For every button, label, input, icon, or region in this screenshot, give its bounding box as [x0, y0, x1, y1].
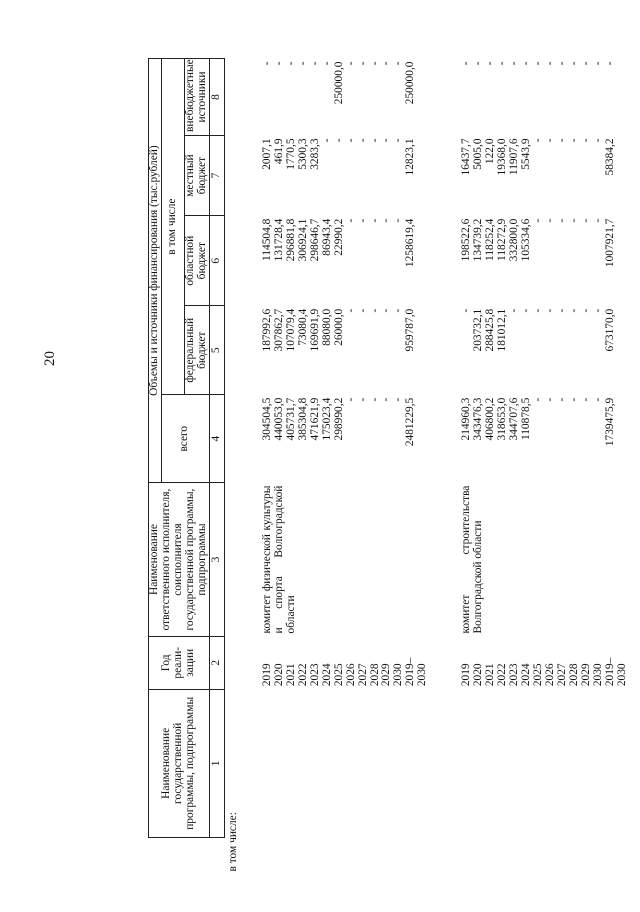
year-cell: 2021 [484, 663, 497, 687]
header-including: в том числе [161, 59, 184, 395]
year-cell: 2019–2030 [404, 657, 429, 687]
federal-cell: 181012,1 [496, 308, 509, 352]
total-cell: - [344, 397, 357, 402]
year-cell: 2024 [320, 663, 333, 687]
extrabudget-cell: 250000,0 [404, 61, 417, 105]
header-year: Год реали-зации [149, 636, 210, 689]
header-number: 8 [209, 59, 224, 136]
extrabudget-cell: - [272, 61, 285, 66]
program-cell [346, 689, 358, 837]
program-cell [443, 689, 473, 837]
table-row [545, 59, 557, 838]
table-row [593, 59, 605, 838]
table-row [581, 59, 593, 838]
extrabudget-cell: - [484, 61, 497, 66]
total-cell: - [580, 397, 593, 402]
year-cell: 2020 [472, 663, 485, 687]
total-cell: 298990,2 [332, 397, 345, 441]
local-cell: - [556, 138, 569, 143]
subtitle-row [224, 59, 243, 838]
executor-cell: комитет физической культуры и спорта Волгоградской области [260, 485, 297, 634]
extrabudget-cell: - [508, 61, 521, 66]
local-cell: 5005,0 [472, 138, 485, 170]
table-row [346, 59, 358, 838]
extrabudget-cell: - [580, 61, 593, 66]
regional-cell: - [568, 218, 581, 223]
program-cell [274, 689, 286, 837]
year-cell: 2027 [556, 663, 569, 687]
total-cell: 406800,2 [484, 397, 497, 441]
local-cell: - [380, 138, 393, 143]
federal-cell: 203732,1 [472, 308, 485, 352]
local-cell: 3283,3 [308, 138, 321, 170]
federal-cell: 673170,0 [603, 308, 616, 352]
program-cell [381, 689, 393, 837]
year-cell: 2028 [368, 663, 381, 687]
federal-cell: 169691,9 [308, 308, 321, 352]
local-cell: - [580, 138, 593, 143]
regional-cell: 131728,4 [272, 218, 285, 262]
local-cell: 12823,1 [404, 138, 417, 176]
table-row [485, 59, 497, 838]
federal-cell: 187992,6 [260, 308, 273, 352]
table-row [381, 59, 393, 838]
local-cell: - [368, 138, 381, 143]
program-cell [545, 689, 557, 837]
program-cell [405, 689, 443, 837]
total-row [605, 59, 640, 838]
extrabudget-cell: - [296, 61, 309, 66]
regional-cell: - [556, 218, 569, 223]
regional-cell: - [344, 218, 357, 223]
program-cell [557, 689, 569, 837]
local-cell: 58384,2 [603, 138, 616, 176]
local-cell: - [392, 138, 405, 143]
table-row [322, 59, 334, 838]
regional-cell: - [368, 218, 381, 223]
local-cell: - [332, 138, 345, 143]
table-body [224, 59, 640, 872]
extrabudget-cell: - [320, 61, 333, 66]
extrabudget-cell: - [460, 61, 473, 66]
regional-cell: 114504,8 [260, 218, 273, 261]
local-cell: 5543,9 [520, 138, 533, 170]
extrabudget-cell: - [392, 61, 405, 66]
header-executor: Наименование ответственного исполнителя, соисполнителя государственной программы, подпрограммы [149, 483, 210, 637]
program-cell [334, 689, 346, 837]
table-row [569, 59, 581, 838]
year-cell: 2022 [496, 663, 509, 687]
header-number: 3 [209, 483, 224, 637]
header-local: местный бюджет [184, 135, 209, 215]
total-cell: - [380, 397, 393, 402]
regional-cell: 198522,6 [460, 218, 473, 262]
regional-cell: 118252,4 [484, 218, 497, 261]
regional-cell: 1007921,7 [603, 218, 616, 268]
year-cell: 2024 [520, 663, 533, 687]
total-cell: 385304,8 [296, 397, 309, 441]
local-cell: 122,0 [484, 138, 497, 165]
executor-cell: комитет строительства Волгоградской области [460, 485, 485, 634]
header-federal: федеральный бюджет [184, 306, 209, 395]
extrabudget-cell: - [556, 61, 569, 66]
table-row [443, 59, 473, 838]
table-row [473, 59, 485, 838]
local-cell: - [568, 138, 581, 143]
extrabudget-cell: - [380, 61, 393, 66]
year-cell: 2025 [332, 663, 345, 687]
total-cell: 2481229,5 [404, 397, 417, 447]
regional-cell: 118272,9 [496, 218, 509, 261]
total-cell: 110878,5 [520, 397, 533, 441]
regional-cell: - [356, 218, 369, 223]
year-cell: 2027 [356, 663, 369, 687]
program-cell [298, 689, 310, 837]
header-financing-group: Объемы и источники финансирования (тыс.рублей) [149, 59, 162, 483]
document-sheet [148, 58, 640, 872]
local-cell: 2007,1 [260, 138, 273, 170]
local-cell: - [320, 138, 333, 143]
regional-cell: 22990,2 [332, 218, 345, 256]
extrabudget-cell: - [368, 61, 381, 66]
header-regional: областной бюджет [184, 216, 209, 306]
regional-cell: 1258619,4 [404, 218, 417, 268]
total-cell: 318653,0 [496, 397, 509, 441]
table-row [286, 59, 298, 838]
local-cell: - [344, 138, 357, 143]
table-row [497, 59, 509, 838]
federal-cell: - [460, 308, 473, 313]
total-cell: - [592, 397, 604, 402]
total-cell: 344707,6 [508, 397, 521, 441]
extrabudget-cell: - [344, 61, 357, 66]
federal-cell: - [592, 308, 604, 313]
local-cell: - [532, 138, 545, 143]
table-row [298, 59, 310, 838]
table-row [533, 59, 545, 838]
table-row [274, 59, 286, 838]
total-cell: 175023,4 [320, 397, 333, 441]
program-cell [593, 689, 605, 837]
table-row [310, 59, 322, 838]
federal-cell: 26000,0 [332, 308, 345, 346]
header-extrabudget: внебюджетные источники [184, 59, 209, 136]
extrabudget-cell: - [308, 61, 321, 66]
federal-cell: - [508, 308, 521, 313]
year-cell: 2022 [296, 663, 309, 687]
year-cell: 2030 [392, 663, 405, 687]
total-cell: 440053,0 [272, 397, 285, 441]
local-cell: - [592, 138, 604, 143]
local-cell: 16437,7 [460, 138, 473, 176]
program-cell [244, 689, 274, 837]
program-cell [393, 689, 405, 837]
extrabudget-cell: - [472, 61, 485, 66]
year-cell: 2026 [344, 663, 357, 687]
local-cell: 461,9 [272, 138, 285, 165]
table-row [521, 59, 533, 838]
header-number: 5 [209, 306, 224, 395]
federal-cell: - [544, 308, 557, 313]
extrabudget-cell: - [284, 61, 297, 66]
federal-cell: - [380, 308, 393, 313]
federal-cell: 959787,0 [404, 308, 417, 352]
year-cell: 2021 [284, 663, 297, 687]
table-row [393, 59, 405, 838]
program-cell [533, 689, 545, 837]
total-cell: - [532, 397, 545, 402]
local-cell: - [544, 138, 557, 143]
year-cell: 2023 [508, 663, 521, 687]
extrabudget-cell: - [544, 61, 557, 66]
regional-cell: 105334,6 [520, 218, 533, 262]
regional-cell: 86943,4 [320, 218, 333, 256]
extrabudget-cell: - [520, 61, 533, 66]
header-total: всего [161, 395, 209, 483]
local-cell: 11907,6 [508, 138, 521, 176]
year-cell: 2029 [580, 663, 593, 687]
header-number: 1 [209, 689, 224, 837]
federal-cell: - [356, 308, 369, 313]
local-cell: - [356, 138, 369, 143]
federal-cell: 107079,4 [284, 308, 297, 352]
table-row [358, 59, 370, 838]
table-header [149, 59, 225, 838]
table-row [509, 59, 521, 838]
table-row [244, 59, 274, 838]
financing-table [148, 58, 640, 872]
federal-cell: - [520, 308, 533, 313]
total-cell: - [568, 397, 581, 402]
regional-cell: 134739,2 [472, 218, 485, 262]
federal-cell: 73080,4 [296, 308, 309, 346]
federal-cell: 288425,8 [484, 308, 497, 352]
program-cell [473, 689, 485, 837]
program-cell [509, 689, 521, 837]
regional-cell: - [580, 218, 593, 223]
total-cell: - [368, 397, 381, 402]
regional-cell: 306924,1 [296, 218, 309, 262]
total-cell: - [556, 397, 569, 402]
program-cell [581, 689, 593, 837]
federal-cell: - [368, 308, 381, 313]
local-cell: 5300,3 [296, 138, 309, 170]
federal-cell: - [392, 308, 405, 313]
year-cell: 2019–2030 [603, 657, 628, 687]
year-cell: 2023 [308, 663, 321, 687]
program-cell [497, 689, 509, 837]
extrabudget-cell: - [592, 61, 604, 66]
total-cell: 471621,9 [308, 397, 321, 441]
program-cell [370, 689, 382, 837]
extrabudget-cell: 250000,0 [332, 61, 345, 105]
page-number: 20 [42, 351, 58, 366]
total-cell: 1739475,9 [603, 397, 616, 447]
year-cell: 2019 [460, 663, 473, 687]
subtitle-text: в том числе: [226, 812, 239, 872]
total-cell: 214960,3 [460, 397, 473, 441]
total-cell: - [356, 397, 369, 402]
total-cell: 304504,5 [260, 397, 273, 441]
extrabudget-cell: - [260, 61, 273, 66]
federal-cell: - [344, 308, 357, 313]
extrabudget-cell: - [532, 61, 545, 66]
header-number: 4 [209, 395, 224, 483]
total-cell: 343476,3 [472, 397, 485, 441]
local-cell: 19368,0 [496, 138, 509, 176]
year-cell: 2019 [260, 663, 273, 687]
header-program-name: Наименование государственной программы, подпрограммы [149, 689, 210, 837]
table-row [334, 59, 346, 838]
program-cell [485, 689, 497, 837]
regional-cell: 298646,7 [308, 218, 321, 262]
program-cell [310, 689, 322, 837]
total-row [405, 59, 443, 838]
federal-cell: - [568, 308, 581, 313]
year-cell: 2030 [592, 663, 604, 687]
total-cell: 405731,7 [284, 397, 297, 441]
header-number: 6 [209, 216, 224, 306]
year-cell: 2025 [532, 663, 545, 687]
federal-cell: 307862,7 [272, 308, 285, 352]
regional-cell: 332800,0 [508, 218, 521, 262]
program-cell [322, 689, 334, 837]
extrabudget-cell: - [603, 61, 616, 66]
federal-cell: - [532, 308, 545, 313]
local-cell: 1770,5 [284, 138, 297, 170]
table-row [370, 59, 382, 838]
year-cell: 2020 [272, 663, 285, 687]
total-cell: - [544, 397, 557, 402]
regional-cell: - [380, 218, 393, 223]
year-cell: 2026 [544, 663, 557, 687]
program-cell [569, 689, 581, 837]
total-cell: - [392, 397, 405, 402]
program-cell [521, 689, 533, 837]
regional-cell: - [392, 218, 405, 223]
program-cell [605, 689, 640, 837]
extrabudget-cell: - [496, 61, 509, 66]
year-cell: 2028 [568, 663, 581, 687]
program-cell [286, 689, 298, 837]
extrabudget-cell: - [356, 61, 369, 66]
regional-cell: 296881,8 [284, 218, 297, 262]
extrabudget-cell: - [568, 61, 581, 66]
regional-cell: - [592, 218, 604, 223]
header-number: 2 [209, 636, 224, 689]
regional-cell: - [544, 218, 557, 223]
regional-cell: - [532, 218, 545, 223]
federal-cell: 88080,0 [320, 308, 333, 346]
header-number: 7 [209, 135, 224, 215]
table-row [557, 59, 569, 838]
program-cell [358, 689, 370, 837]
header-number-row [209, 59, 224, 838]
year-cell: 2029 [380, 663, 393, 687]
federal-cell: - [580, 308, 593, 313]
federal-cell: - [556, 308, 569, 313]
